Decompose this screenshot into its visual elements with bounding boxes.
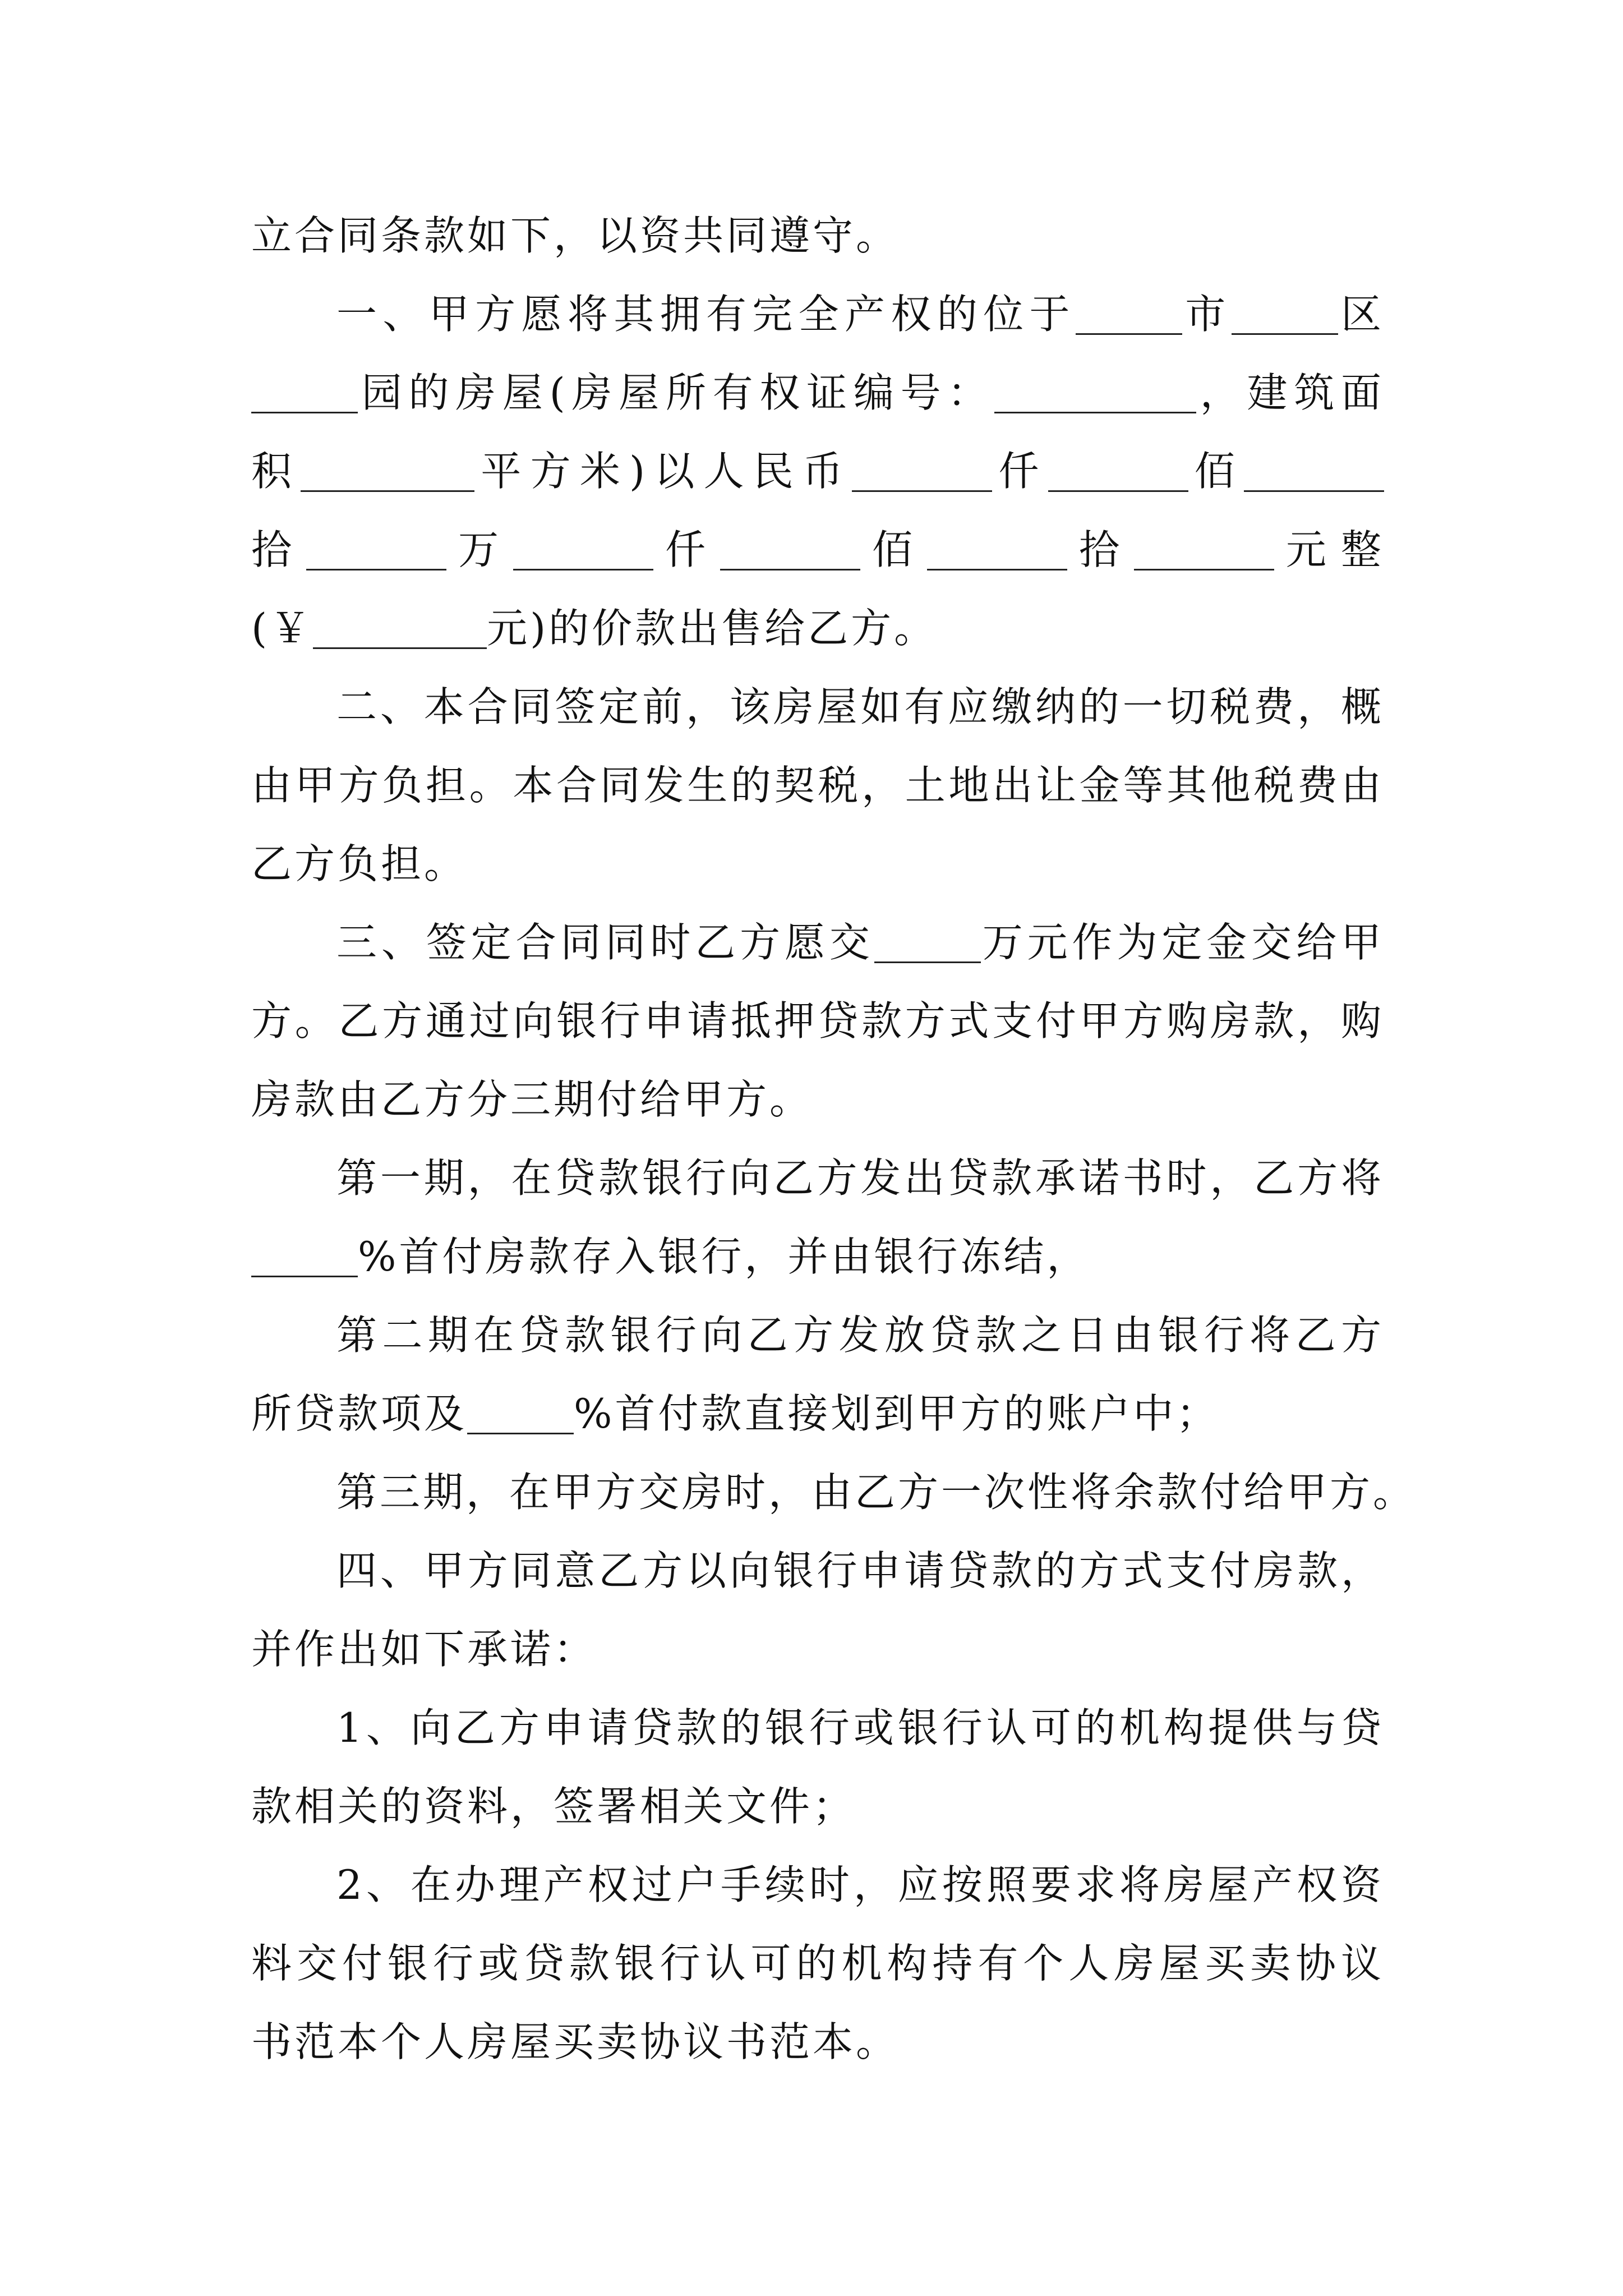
line-text: 积 [251,448,301,495]
fill-blank [513,528,653,570]
clause-1-line-2 [251,365,1384,421]
line-text: 区 [1338,291,1384,338]
line-text: 第二期在贷款银行向乙方发放贷款之日由银行将乙方 [336,1312,1384,1359]
fill-blank [1076,293,1182,335]
promise-2-line-3 [251,2014,1384,2070]
line-text: 款相关的资料，签署相关文件； [251,1783,856,1830]
line-text: %首付房款存入银行，并由银行冻结， [358,1233,1090,1280]
fill-blank [251,371,358,413]
line-text: 佰 [860,526,927,573]
line-text: 万 [446,526,513,573]
clause-1-line-4 [251,522,1384,578]
line-text: 佰 [1188,448,1244,495]
clause-2-line-3 [251,836,1384,892]
fill-blank [874,921,981,963]
line-text: 元)的价款出售给乙方。 [487,605,938,652]
line-text: 元整 [1274,526,1384,573]
fill-blank [313,607,487,649]
line-text: 房款由乙方分三期付给甲方。 [251,1076,813,1123]
line-text: 方。乙方通过向银行申请抵押贷款方式支付甲方购房款，购 [251,997,1384,1045]
fill-blank [927,528,1067,570]
fill-blank [994,371,1196,413]
promise-2-line-2 [251,1935,1384,1991]
fill-blank [1244,450,1384,492]
phase-1-line-2 [251,1228,1384,1285]
phase-1-line-1 [336,1150,1384,1206]
fill-blank [1232,293,1338,335]
fill-blank [251,1235,358,1277]
line-text: 仟 [653,526,720,573]
line-text: 由甲方负担。本合同发生的契税，土地出让金等其他税费由 [251,762,1384,809]
clause-1-line-3 [251,443,1384,499]
line-text: 2、在办理产权过户手续时，应按照要求将房屋产权资 [336,1861,1384,1908]
fill-blank [1134,528,1274,570]
line-text: 市 [1182,291,1232,338]
line-text: 乙方负担。 [251,840,468,887]
line-text: 第一期，在贷款银行向乙方发出贷款承诺书时，乙方将 [336,1154,1384,1202]
clause-1-line-5 [251,600,1384,656]
text-line [251,208,1384,264]
clause-2-line-1 [336,679,1384,735]
promise-1-line-1 [336,1700,1384,1756]
clause-3-line-2 [251,993,1384,1049]
phase-3-line [336,1464,1417,1520]
line-text: 第三期，在甲方交房时，由乙方一次性将余款付给甲方。 [336,1469,1417,1516]
clause-2-line-2 [251,757,1384,813]
phase-2-line-1 [336,1307,1384,1363]
line-text: 三、签定合同同时乙方愿交 [336,919,874,966]
clause-3-line-3 [251,1071,1384,1128]
line-text: 二、本合同签定前，该房屋如有应缴纳的一切税费，概 [336,683,1384,730]
line-text: %首付款直接划到甲方的账户中； [574,1390,1220,1437]
line-text: 拾 [1067,526,1134,573]
fill-blank [852,450,992,492]
clause-4-line-2 [251,1621,1384,1677]
fill-blank [306,528,446,570]
line-text: 立合同条款如下，以资共同遵守。 [251,212,900,259]
line-text: 一、甲方愿将其拥有完全产权的位于 [336,291,1076,338]
line-text: 万元作为定金交给甲 [980,919,1384,966]
promise-1-line-2 [251,1778,1384,1834]
phase-2-line-2 [251,1386,1384,1442]
line-text: (￥ [251,605,313,652]
line-text: ，建筑面 [1196,369,1384,416]
line-text: 四、甲方同意乙方以向银行申请贷款的方式支付房款， [336,1547,1384,1594]
fill-blank [301,450,474,492]
fill-blank [1048,450,1188,492]
line-text: 平方米)以人民币 [474,448,852,495]
clause-3-line-1 [336,914,1384,970]
line-text: 园的房屋(房屋所有权证编号： [358,369,995,416]
line-text: 并作出如下承诺： [251,1626,597,1673]
line-text: 料交付银行或贷款银行认可的机构持有个人房屋买卖协议 [251,1940,1384,1987]
line-text: 拾 [251,526,306,573]
line-text: 所贷款项及 [251,1390,468,1437]
line-text: 1、向乙方申请贷款的银行或银行认可的机构提供与贷 [336,1704,1384,1751]
line-text: 书范本个人房屋买卖协议书范本。 [251,2018,900,2065]
promise-2-line-1 [336,1857,1384,1913]
clause-1-line-1 [336,286,1384,342]
fill-blank [720,528,860,570]
fill-blank [467,1392,574,1434]
line-text: 仟 [992,448,1048,495]
clause-4-line-1 [336,1543,1384,1599]
